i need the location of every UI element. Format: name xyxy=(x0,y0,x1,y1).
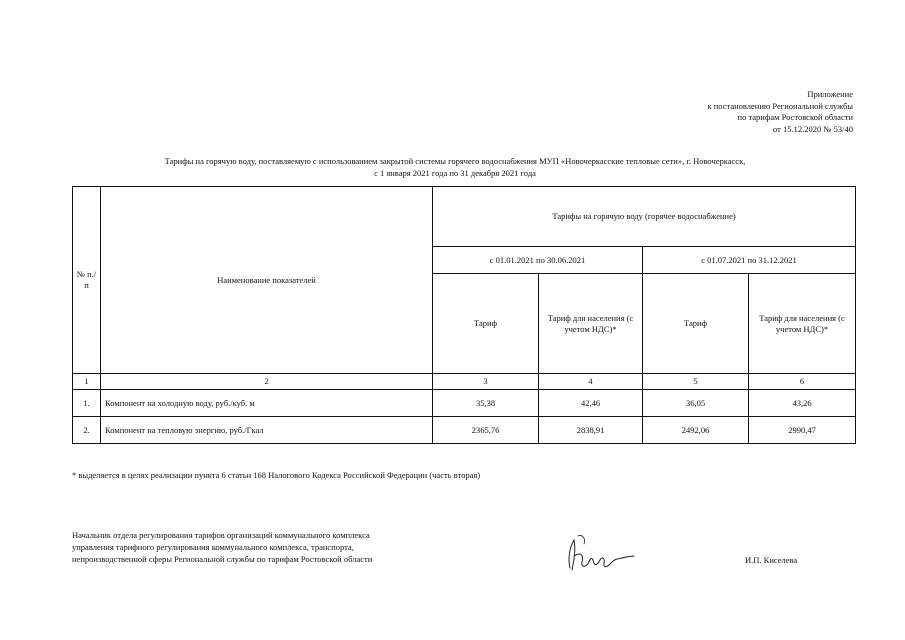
row-num: 1. xyxy=(73,390,101,417)
row-num: 2. xyxy=(73,417,101,444)
row-value: 42,46 xyxy=(539,390,643,417)
position-line: Начальник отдела регулирования тарифов организаций коммунального комплекса xyxy=(72,530,370,540)
signer-name: И.П. Киселева xyxy=(745,555,798,565)
header-tariff: Тариф xyxy=(643,274,749,374)
row-value: 2990,47 xyxy=(749,417,856,444)
appendix-line: Приложение xyxy=(807,89,853,99)
column-number: 6 xyxy=(749,374,856,390)
signatory-position xyxy=(72,529,372,565)
column-number: 1 xyxy=(73,374,101,390)
position-line: управления тарифного регулирования коммунального комплекса, транспорта, xyxy=(72,542,354,552)
header-tariff-population: Тариф для населения (с учетом НДС)* xyxy=(749,274,856,374)
footnote: * выделяется в целях реализации пункта 6 статьи 168 Налогового Кодекса Российской Федерации (часть вторая) xyxy=(72,470,481,480)
header-period-1: с 01.01.2021 по 30.06.2021 xyxy=(433,247,643,274)
table-row xyxy=(73,417,856,444)
column-number: 4 xyxy=(539,374,643,390)
column-number-row xyxy=(73,374,856,390)
row-name: Компонент на тепловую энергию, руб./Гкал xyxy=(101,417,433,444)
position-line: непроизводственной сферы Региональной службы по тарифам Ростовской области xyxy=(72,554,373,564)
document-title xyxy=(70,156,840,179)
appendix-line: к постановлению Региональной службы xyxy=(707,100,853,111)
row-value: 43,26 xyxy=(749,390,856,417)
header-tariff-population: Тариф для населения (с учетом НДС)* xyxy=(539,274,643,374)
row-value: 36,05 xyxy=(643,390,749,417)
header-tariff: Тариф xyxy=(433,274,539,374)
title-line-2: с 1 января 2021 года по 31 декабря 2021 года xyxy=(374,167,536,178)
table-row xyxy=(73,390,856,417)
header-num: № п./п xyxy=(73,187,101,374)
row-value: 2492,06 xyxy=(643,417,749,444)
row-value: 2838,91 xyxy=(539,417,643,444)
handwritten-signature xyxy=(560,530,640,575)
tariff-table xyxy=(72,186,856,444)
row-name: Компонент на холодную воду, руб./куб. м xyxy=(101,390,433,417)
row-value: 35,38 xyxy=(433,390,539,417)
column-number: 2 xyxy=(101,374,433,390)
header-period-2: с 01.07.2021 по 31.12.2021 xyxy=(643,247,856,274)
header-name: Наименование показателей xyxy=(101,187,433,374)
appendix-line: от 15.12.2020 № 53/40 xyxy=(773,123,853,134)
header-group: Тарифы на горячую воду (горячее водоснабжение) xyxy=(433,187,856,247)
row-value: 2365,76 xyxy=(433,417,539,444)
title-line-1: Тарифы на горячую воду, поставляемую с использованием закрытой системы горячего водоснабжения МУП «Новочеркасские тепловые сети», г. Новочеркасск, xyxy=(164,156,746,166)
appendix-line: по тарифам Ростовской области xyxy=(737,112,853,122)
column-number: 3 xyxy=(433,374,539,390)
column-number: 5 xyxy=(643,374,749,390)
appendix-heading xyxy=(707,89,853,135)
